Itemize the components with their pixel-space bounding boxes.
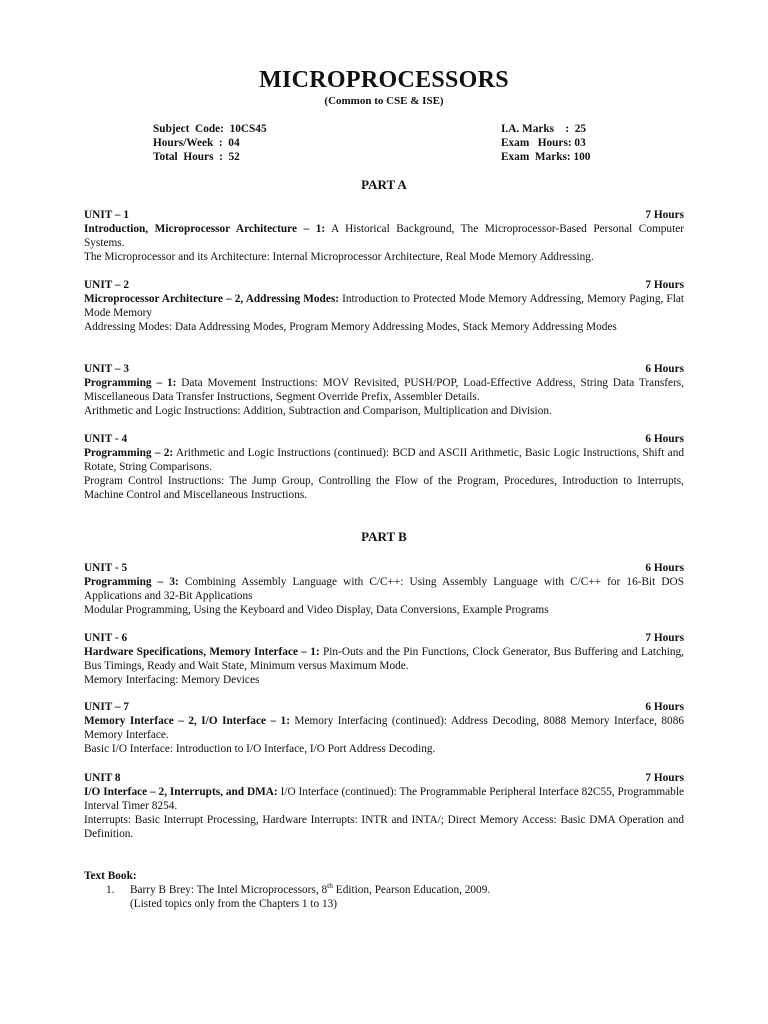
exam-hours: Exam Hours: 03 (501, 137, 586, 149)
unit-topics (84, 292, 684, 320)
unit-hours: 7 Hours (645, 772, 684, 784)
unit-topics (84, 222, 684, 250)
unit-name: UNIT – 2 (84, 279, 129, 291)
unit-7 (84, 700, 684, 756)
part-a-heading: PART A (361, 177, 407, 192)
unit-hours: 6 Hours (645, 701, 684, 713)
ia-marks: I.A. Marks : 25 (501, 123, 587, 135)
unit-topic-text: Data Movement Instructions: MOV Revisited, PUSH/POP, Load-Effective Address, String Data Transfers, Miscellaneous Data Transfer Instructions, Segment Override Prefix, Assembler Details. (84, 377, 684, 403)
unit-hours: 6 Hours (645, 363, 684, 375)
unit-topic-title: Hardware Specifications, Memory Interface – 1: (84, 646, 320, 658)
unit-name: UNIT – 1 (84, 209, 129, 221)
textbook-note: (Listed topics only from the Chapters 1 to 13) (130, 898, 338, 910)
unit-topics-continued: Basic I/O Interface: Introduction to I/O Interface, I/O Port Address Decoding. (84, 743, 436, 755)
unit-topics (84, 575, 684, 603)
unit-8 (84, 771, 684, 841)
hours-per-week: Hours/Week : 04 (153, 137, 240, 149)
unit-topics-continued: Addressing Modes: Data Addressing Modes, Program Memory Addressing Modes, Stack Memory Addressing Modes (84, 321, 617, 333)
unit-hours: 6 Hours (645, 562, 684, 574)
unit-topic-title: Introduction, Microprocessor Architecture – 1: (84, 223, 326, 235)
unit-topics-continued: Memory Interfacing: Memory Devices (84, 674, 260, 686)
citation-author-title: Barry B Brey: The Intel Microprocessors, 8 (130, 884, 328, 896)
citation-ordinal-suffix: th (327, 881, 333, 890)
unit-topics (84, 376, 684, 404)
unit-topics (84, 714, 684, 742)
unit-topic-title: Microprocessor Architecture – 2, Addressing Modes: (84, 293, 340, 305)
unit-hours: 7 Hours (645, 209, 684, 221)
unit-topic-title: Programming – 1: (84, 377, 177, 389)
unit-topics-continued: Arithmetic and Logic Instructions: Addition, Subtraction and Comparison, Multiplication and Division. (84, 405, 552, 417)
textbook-section (84, 869, 684, 911)
unit-topic-title: Programming – 3: (84, 576, 179, 588)
unit-name: UNIT - 5 (84, 562, 128, 574)
total-hours: Total Hours : 52 (153, 151, 240, 163)
citation-publisher: Edition, Pearson Education, 2009. (332, 884, 491, 896)
unit-topics (84, 785, 684, 813)
unit-2 (84, 278, 684, 334)
document-subtitle: (Common to CSE & ISE) (324, 95, 444, 107)
document-title: MICROPROCESSORS (259, 67, 509, 93)
unit-name: UNIT - 6 (84, 632, 128, 644)
unit-name: UNIT - 4 (84, 433, 128, 445)
unit-3 (84, 362, 684, 418)
unit-topics (84, 645, 684, 673)
unit-topic-title: Memory Interface – 2, I/O Interface – 1: (84, 715, 290, 727)
course-info-left (153, 122, 267, 164)
unit-topic-title: Programming – 2: (84, 447, 174, 459)
textbook-citation (130, 883, 684, 897)
subject-code: Subject Code: 10CS45 (153, 123, 267, 135)
unit-topics (84, 446, 684, 474)
unit-topic-text: I/O Interface (continued): The Programmable Peripheral Interface 82C55, Programmable Interval Timer 8254. (84, 786, 684, 812)
course-info-right (501, 122, 590, 164)
unit-name: UNIT – 3 (84, 363, 129, 375)
textbook-heading: Text Book: (84, 870, 137, 882)
unit-hours: 7 Hours (645, 632, 684, 644)
unit-topic-text: Arithmetic and Logic Instructions (continued): BCD and ASCII Arithmetic, Basic Logic Instructions, Shift and Rotate, String Comparisons. (84, 447, 684, 473)
unit-1 (84, 208, 684, 264)
unit-5 (84, 561, 684, 617)
unit-topics-continued: Program Control Instructions: The Jump Group, Controlling the Flow of the Program, Procedures, Introduction to Interrupts, Machine Control and Miscellaneous Instructions. (84, 475, 684, 501)
unit-hours: 6 Hours (645, 433, 684, 445)
unit-topic-text: Combining Assembly Language with C/C++: Using Assembly Language with C/C++ for 16-Bit DOS Applications and 32-Bit Applications (84, 576, 684, 602)
unit-name: UNIT – 7 (84, 701, 129, 713)
textbook-item (84, 883, 684, 911)
part-b-heading: PART B (361, 529, 407, 544)
exam-marks: Exam Marks: 100 (501, 151, 591, 163)
unit-6 (84, 631, 684, 687)
unit-topic-title: I/O Interface – 2, Interrupts, and DMA: (84, 786, 278, 798)
unit-name: UNIT 8 (84, 772, 121, 784)
unit-topics-continued: Modular Programming, Using the Keyboard and Video Display, Data Conversions, Example Programs (84, 604, 549, 616)
unit-hours: 7 Hours (645, 279, 684, 291)
unit-topics-continued: Interrupts: Basic Interrupt Processing, Hardware Interrupts: INTR and INTA/; Direct Memory Access: Basic DMA Operation and Definition. (84, 814, 684, 840)
unit-topic-text: Pin-Outs and the Pin Functions, Clock Generator, Bus Buffering and Latching, Bus Timings, Ready and Wait State, Minimum versus Maximum Mode. (84, 646, 684, 672)
unit-topic-text: Memory Interfacing (continued): Address Decoding, 8088 Memory Interface, 8086 Memory Interface. (84, 715, 684, 741)
unit-topics-continued: The Microprocessor and its Architecture: Internal Microprocessor Architecture, Real Mode Memory Addressing. (84, 251, 594, 263)
textbook-item-number: 1. (106, 884, 115, 896)
unit-topic-text: Introduction to Protected Mode Memory Addressing, Memory Paging, Flat Mode Memory (84, 293, 684, 319)
unit-topic-text: A Historical Background, The Microprocessor-Based Personal Computer Systems. (84, 223, 684, 249)
unit-4 (84, 432, 684, 502)
